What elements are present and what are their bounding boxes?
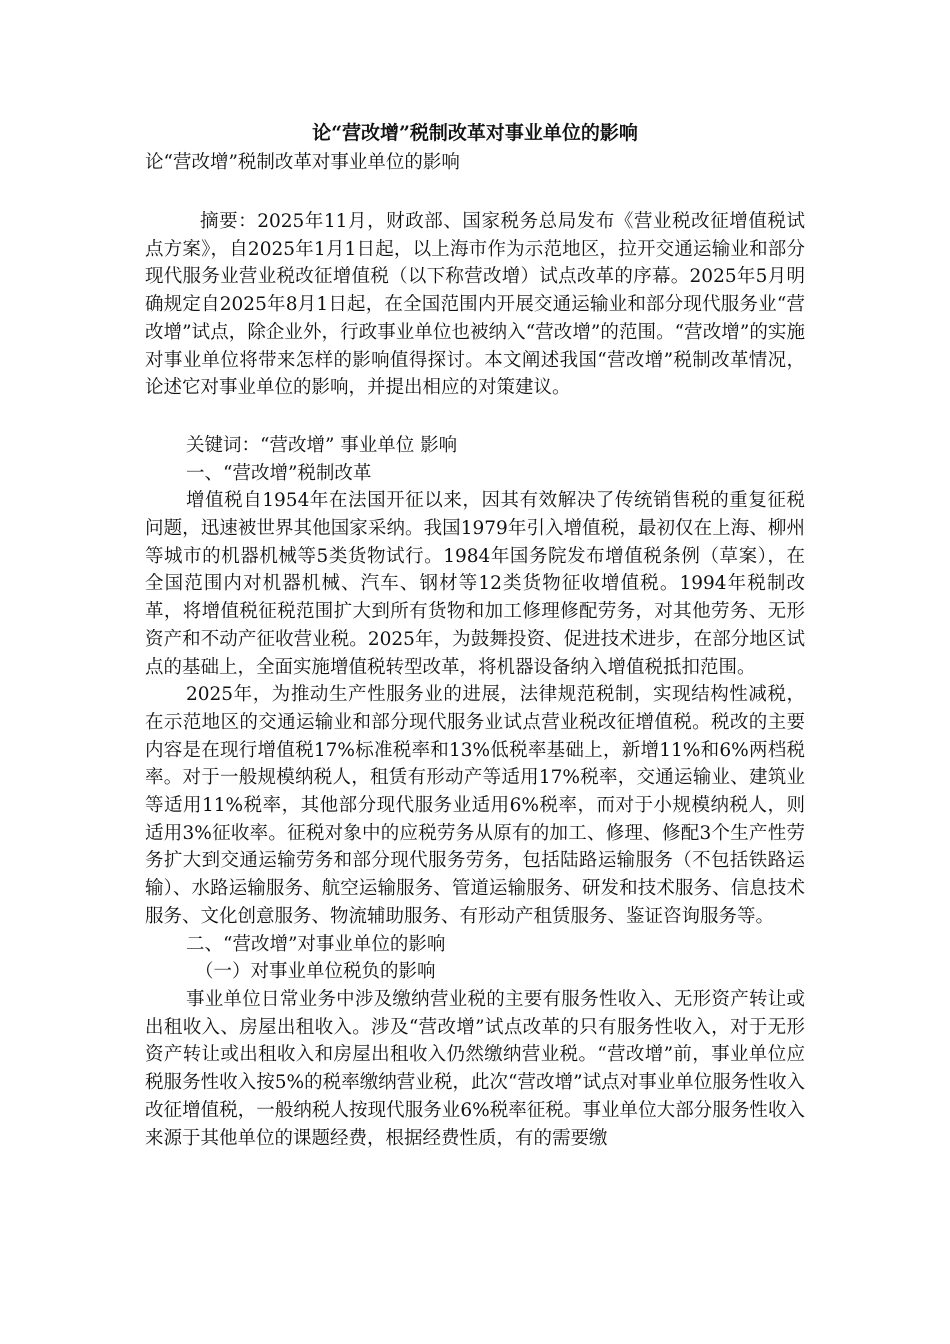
document-subtitle: 论“营改增”税制改革对事业单位的影响: [145, 152, 460, 173]
document-page: [145, 118, 805, 1152]
spacer: [145, 178, 805, 208]
spacer: [145, 402, 805, 432]
section-1-paragraph-2: 2025年，为推动生产性服务业的进展，法律规范税制，实现结构性减税，在示范地区的交通运输业和部分现代服务业试点营业税改征增值税。税改的主要内容是在现行增值税17%标准税率和13%低税率基础上，新增11%和6%两档税率。对于一般规模纳税人，租赁有形动产等适用17%税率，交通运输业、建筑业等适用11%税率，其他部分现代服务业适用6%税率，而对于小规模纳税人，则适用3%征收率。征税对象中的应税劳务从原有的加工、修理、修配3个生产性劳务扩大到交通运输劳务和部分现代服务劳务，包括陆路运输服务（不包括铁路运输）、水路运输服务、航空运输服务、管道运输服务、研发和技术服务、信息技术服务、文化创意服务、物流辅助服务、有形动产租赁服务、鉴证咨询服务等。: [145, 684, 805, 927]
section-2-heading: 二、“营改增”对事业单位的影响: [186, 933, 446, 955]
keywords-line: 关键词：“营改增” 事业单位 影响: [186, 434, 458, 456]
abstract-paragraph: 摘要：2025年11月，财政部、国家税务总局发布《营业税改征增值税试点方案》，自2025年1月1日起，以上海市作为示范地区，拉开交通运输业和部分现代服务业营业税改征增值税（以下称营改增）试点改革的序幕。2025年5月明确规定自2025年8月1日起，在全国范围内开展交通运输业和部分现代服务业“营改增”试点，除企业外，行政事业单位也被纳入“营改增”的范围。“营改增”的实施对事业单位将带来怎样的影响值得探讨。本文阐述我国“营改增”税制改革情况，论述它对事业单位的影响，并提出相应的对策建议。: [145, 211, 805, 399]
section-2-paragraph-1: 事业单位日常业务中涉及缴纳营业税的主要有服务性收入、无形资产转让或出租收入、房屋出租收入。涉及“营改增”试点改革的只有服务性收入，对于无形资产转让或出租收入和房屋出租收入仍然缴纳营业税。“营改增”前，事业单位应税服务性收入按5%的税率缴纳营业税，此次“营改增”试点对事业单位服务性收入改征增值税，一般纳税人按现代服务业6%税率征税。事业单位大部分服务性收入来源于其他单位的课题经费，根据经费性质，有的需要缴: [145, 988, 805, 1149]
section-2-subheading-1: （一）对事业单位税负的影响: [195, 961, 436, 983]
document-title: 论“营改增”税制改革对事业单位的影响: [312, 122, 638, 144]
section-1-heading: 一、“营改增”税制改革: [186, 462, 372, 484]
section-1-paragraph-1: 增值税自1954年在法国开征以来，因其有效解决了传统销售税的重复征税问题，迅速被世界其他国家采纳。我国1979年引入增值税，最初仅在上海、柳州等城市的机器机械等5类货物试行。1984年国务院发布增值税条例（草案），在全国范围内对机器机械、汽车、钢材等12类货物征收增值税。1994年税制改革，将增值税征税范围扩大到所有货物和加工修理修配劳务，对其他劳务、无形资产和不动产征收营业税。2025年，为鼓舞投资、促进技术进步，在部分地区试点的基础上，全面实施增值税转型改革，将机器设备纳入增值税抵扣范围。: [145, 490, 805, 678]
